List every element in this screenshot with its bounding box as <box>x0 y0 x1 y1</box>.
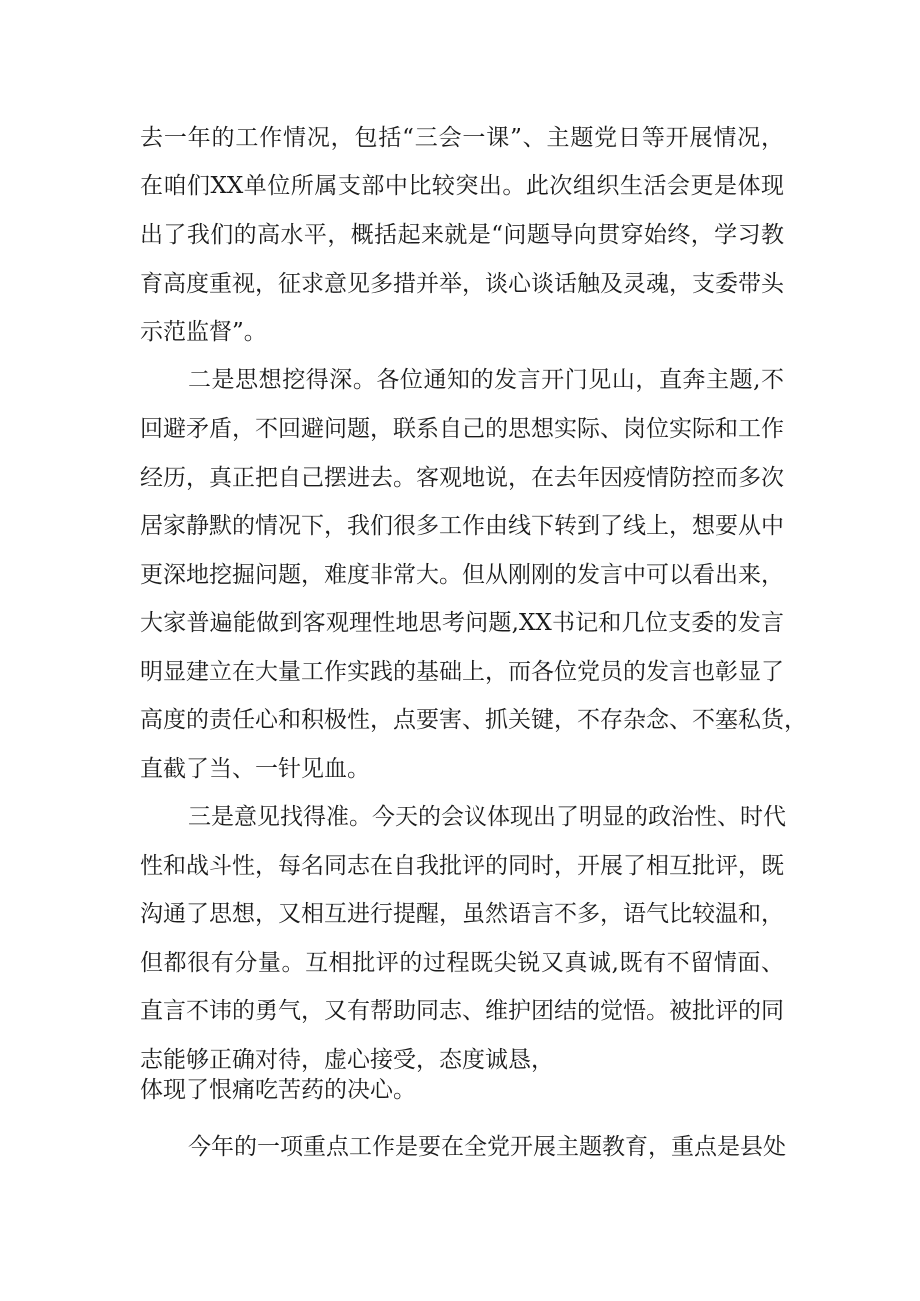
paragraph-start-line: 二是思想挖得深。各位通知的发言开门见山，直奔主题,不 <box>188 367 784 393</box>
text-line: 直言不讳的勇气，又有帮助同志、维护团结的觉悟。被批评的同 <box>140 998 784 1024</box>
paragraph-start-line: 今年的一项重点工作是要在全党开展主题教育，重点是县处 <box>188 1134 786 1160</box>
text-line: 回避矛盾，不回避问题，联系自己的思想实际、岗位实际和工作 <box>140 416 784 442</box>
text-line: 明显建立在大量工作实践的基础上，而各位党员的发言也彰显了 <box>140 659 784 685</box>
text-line: 更深地挖掘问题，难度非常大。但从刚刚的发言中可以看出来， <box>140 562 784 588</box>
text-line: 大家普遍能做到客观理性地思考问题,XX书记和几位支委的发言 <box>140 610 784 636</box>
text-line: 居家静默的情况下，我们很多工作由线下转到了线上，想要从中 <box>140 513 784 539</box>
text-line: 直截了当、一针见血。 <box>140 756 370 782</box>
text-line: 示范监督”。 <box>140 319 267 345</box>
text-line: 性和战斗性，每名同志在自我批评的同时，开展了相互批评，既 <box>140 853 784 879</box>
text-line: 去一年的工作情况，包括“三会一课”、主题党日等开展情况， <box>140 125 784 151</box>
text-line: 高度的责任心和积极性，点要害、抓关键，不存杂念、不塞私货， <box>140 707 807 733</box>
text-line: 沟通了思想，又相互进行提醒，虽然语言不多，语气比较温和， <box>140 901 784 927</box>
text-line: 体现了恨痛吃苦药的决心。 <box>140 1077 416 1103</box>
text-line: 但都很有分量。互相批评的过程既尖锐又真诚,既有不留情面、 <box>140 950 784 976</box>
paragraph-start-line: 三是意见找得准。今天的会议体现出了明显的政治性、时代 <box>188 804 786 830</box>
text-line: 经历，真正把自己摆进去。客观地说，在去年因疫情防控而多次 <box>140 465 784 491</box>
text-line: 育高度重视，征求意见多措并举，谈心谈话触及灵魂，支委带头 <box>140 271 784 297</box>
text-line: 志能够正确对待，虚心接受，态度诚恳， <box>140 1047 554 1073</box>
text-line: 在咱们XX单位所属支部中比较突出。此次组织生活会更是体现 <box>140 173 784 199</box>
text-line: 出了我们的高水平，概括起来就是“问题导向贯穿始终，学习教 <box>140 222 784 248</box>
